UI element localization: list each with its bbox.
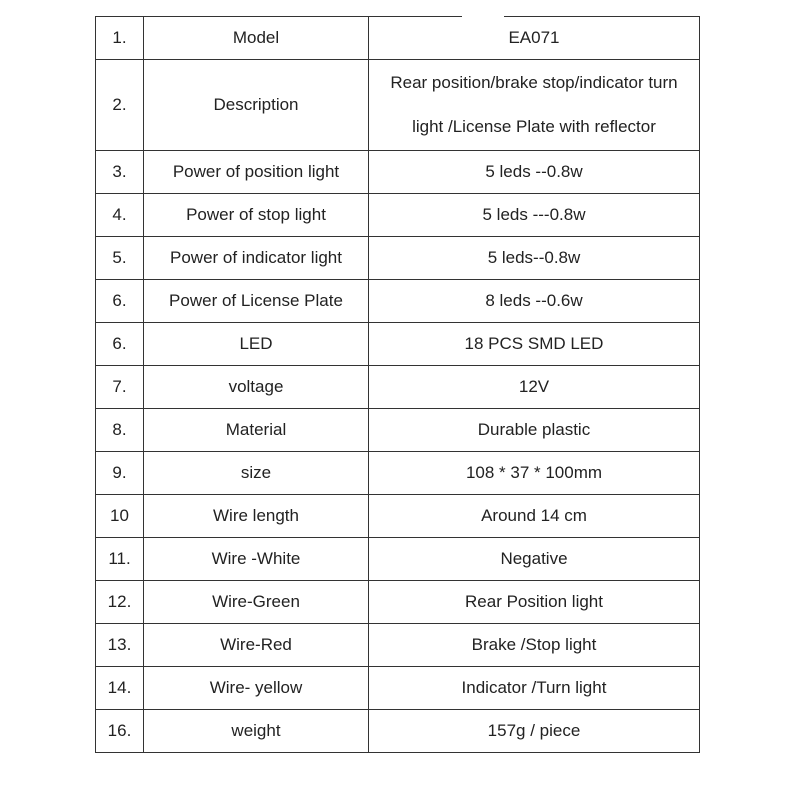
row-number: 10 bbox=[96, 495, 144, 538]
table-row bbox=[96, 17, 700, 60]
row-value: 5 leds ---0.8w bbox=[369, 194, 700, 237]
table-row bbox=[96, 194, 700, 237]
row-parameter: voltage bbox=[144, 366, 369, 409]
row-parameter: Material bbox=[144, 409, 369, 452]
row-parameter: size bbox=[144, 452, 369, 495]
row-parameter: Power of License Plate bbox=[144, 280, 369, 323]
row-value: Rear Position light bbox=[369, 581, 700, 624]
row-value: 18 PCS SMD LED bbox=[369, 323, 700, 366]
row-number: 1. bbox=[96, 17, 144, 60]
table-row bbox=[96, 60, 700, 151]
row-number: 14. bbox=[96, 667, 144, 710]
table-row bbox=[96, 667, 700, 710]
row-number: 3. bbox=[96, 151, 144, 194]
row-parameter: Power of stop light bbox=[144, 194, 369, 237]
row-value: Negative bbox=[369, 538, 700, 581]
top-border-gap bbox=[462, 14, 504, 18]
table-row bbox=[96, 323, 700, 366]
row-parameter: Wire-Red bbox=[144, 624, 369, 667]
row-value: 12V bbox=[369, 366, 700, 409]
row-parameter: Wire -White bbox=[144, 538, 369, 581]
row-parameter: Wire- yellow bbox=[144, 667, 369, 710]
row-number: 6. bbox=[96, 280, 144, 323]
row-value: Rear position/brake stop/indicator turn light /License Plate with reflector bbox=[369, 60, 700, 151]
row-value: 5 leds --0.8w bbox=[369, 151, 700, 194]
table-row bbox=[96, 237, 700, 280]
spec-table bbox=[95, 16, 700, 753]
row-value: Brake /Stop light bbox=[369, 624, 700, 667]
row-parameter: Description bbox=[144, 60, 369, 151]
row-parameter: Wire-Green bbox=[144, 581, 369, 624]
row-value: 8 leds --0.6w bbox=[369, 280, 700, 323]
table-row bbox=[96, 151, 700, 194]
row-number: 6. bbox=[96, 323, 144, 366]
table-row bbox=[96, 538, 700, 581]
row-value: Durable plastic bbox=[369, 409, 700, 452]
row-number: 11. bbox=[96, 538, 144, 581]
row-parameter: Power of position light bbox=[144, 151, 369, 194]
row-value: 108 * 37 * 100mm bbox=[369, 452, 700, 495]
row-number: 16. bbox=[96, 710, 144, 753]
table-row bbox=[96, 710, 700, 753]
row-value: Indicator /Turn light bbox=[369, 667, 700, 710]
row-number: 4. bbox=[96, 194, 144, 237]
row-value: EA071 bbox=[369, 17, 700, 60]
table-row bbox=[96, 409, 700, 452]
row-value: Around 14 cm bbox=[369, 495, 700, 538]
row-parameter: Wire length bbox=[144, 495, 369, 538]
row-number: 9. bbox=[96, 452, 144, 495]
row-number: 7. bbox=[96, 366, 144, 409]
table-row bbox=[96, 495, 700, 538]
row-number: 12. bbox=[96, 581, 144, 624]
row-parameter: LED bbox=[144, 323, 369, 366]
row-number: 5. bbox=[96, 237, 144, 280]
table-row bbox=[96, 624, 700, 667]
row-parameter: Power of indicator light bbox=[144, 237, 369, 280]
row-number: 13. bbox=[96, 624, 144, 667]
row-number: 8. bbox=[96, 409, 144, 452]
row-parameter: Model bbox=[144, 17, 369, 60]
table-row bbox=[96, 452, 700, 495]
row-value: 157g / piece bbox=[369, 710, 700, 753]
table-row bbox=[96, 366, 700, 409]
row-parameter: weight bbox=[144, 710, 369, 753]
table-row bbox=[96, 581, 700, 624]
row-value: 5 leds--0.8w bbox=[369, 237, 700, 280]
row-number: 2. bbox=[96, 60, 144, 151]
table-row bbox=[96, 280, 700, 323]
